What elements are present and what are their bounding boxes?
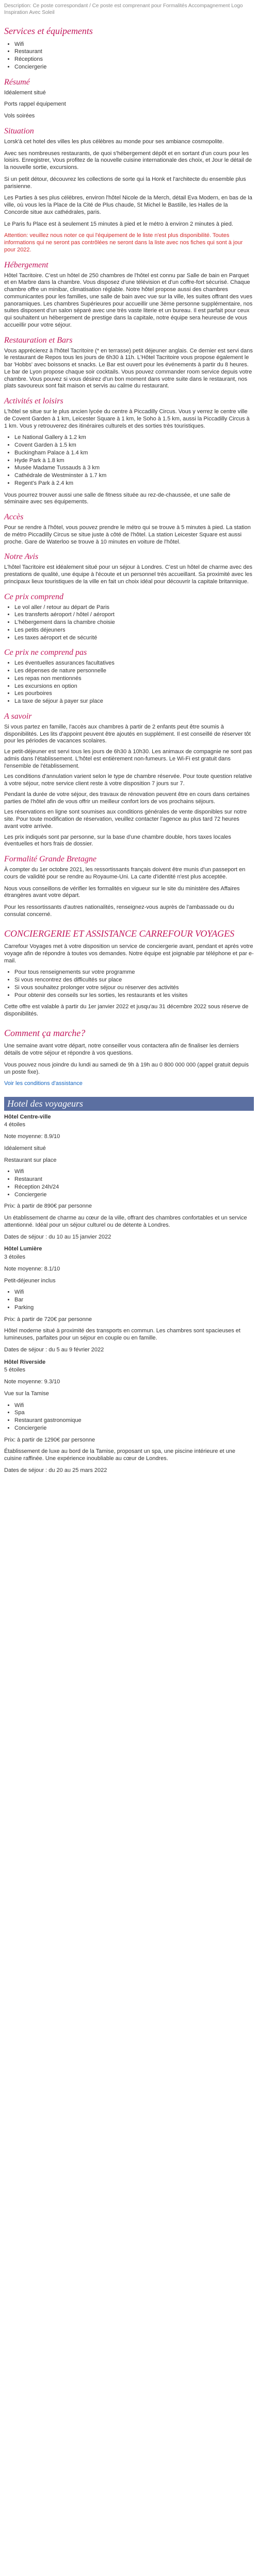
activites-text: L'hôtel se situe sur le plus ancien lycée du centre à Piccadilly Circus. Vous y verrez le centre ville de Covent Garden à 1 km, Leicester Square à 1 km, le Soho à 1.5 km, aussi la Piccadilly Circus à 1 km. Vous y retrouverez des itinéraires culturels et des sorties très touristiques. xyxy=(4,409,250,429)
hotel-line: 5 étoiles xyxy=(4,1367,25,1374)
conciergerie-text: Cette offre est valable à partir du 1er janvier 2022 et jusqu'au 31 décembre 2022 sous réserve de disponibilités. xyxy=(4,1004,249,1017)
prix-item: • Les petits déjeuners xyxy=(14,627,254,634)
contact-link[interactable]: Voir les conditions d'assistance xyxy=(4,1080,83,1087)
formalite-text: À compter du 1er octobre 2021, les ressortissants français doivent être munis d'un passeport en cours de validité pour se rendre au Royaume-Uni. La carte d'identité n'est plus acceptée. xyxy=(4,867,246,880)
savoir-text: Les réservations en ligne sont soumises aux conditions générales de vente disponibles sur notre site. Pour toute modification de réservation, veuillez contacter l'agence au plus tard 72 heures avant votre arrivée. xyxy=(4,809,247,829)
hotel-services-list xyxy=(4,1402,254,1432)
intro-text: Description: Ce poste correspondant / Ce poste est comprenant pour Formalités Accompagnement Logo Inspiration Avec Soleil xyxy=(4,3,243,15)
hotel-name: Hôtel Centre-ville xyxy=(4,1113,51,1120)
prix-ne-list xyxy=(4,660,254,705)
savoir-text: Si vous partez en famille, l'accès aux chambres à partir de 2 enfants peut être soumis à disponibilités. Les lits d'appoint peuvent être ajoutés en supplément. Il est conseillé de réserver tôt pour les périodes de vacances scolaires. xyxy=(4,723,251,744)
prix-ne-item: • La taxe de séjour à payer sur place xyxy=(14,698,254,705)
hotel-service-item: • Spa xyxy=(14,1410,254,1417)
acces-text: Pour se rendre à l'hôtel, vous pouvez prendre le métro qui se trouve à 5 minutes à pied. La station de métro Piccadilly Circus se situe juste à côté de l'hôtel. La station Leicester Square est aussi proche. Gare de Waterloo se trouve à 10 minutes en voiture de l'hôtel. xyxy=(4,524,251,545)
resume-line: Idéalement situé xyxy=(4,89,46,96)
prix-ne-title: Ce prix ne comprend pas xyxy=(4,648,87,657)
situation-text: Lorsk'à cet hotel des villes les plus célèbres au monde pour ses ambiance cosmopolite. xyxy=(4,138,224,145)
hotel-service-item: • Conciergerie xyxy=(14,1425,254,1432)
prix-item: • Les taxes aéroport et de sécurité xyxy=(14,635,254,642)
hotel-price: Prix: à partir de 1290€ par personne xyxy=(4,1436,95,1443)
hotels-title: Hotel des voyageurs xyxy=(4,1097,254,1111)
hotel-line: Vue sur la Tamise xyxy=(4,1390,49,1397)
hebergement-text: Hôtel Tacritoire. C'est un hôtel de 250 chambres de l'hôtel est connu par Salle de bain en Parquet et en Marbre dans la chambre. Vous disposez d'une télévision et d'un coffre-fort sécurisé. Chaque chambre offre un minibar, climatisation réglable. Notre hôtel propose aussi des chambres communicantes pour les familles, une salle de bain avec vue sur la ville, les suites offrant des vues panoramiques. Les chambres Supérieures pour accueillir une 3ème personne supplémentaire, nos suites disposent d'un salon séparé avec une très vaste literie et un bureau. Il est parfait pour ceux qui souhaitent un hébergement de prestige dans la capitale, notre équipe sera heureuse de vous accueillir pour votre séjour. xyxy=(4,272,253,328)
restaurant-text: Vous apprécierez à l'hôtel Tacritoire (* en terrasse) petit déjeuner anglais. Ce dernier est servi dans le restaurant de Repos tous les jours de 6h30 à 11h. L'Hôtel Tacritoire vous propose également le bar 'Hobbs' avec boissons et snacks. Le Bar est ouvert pour les événements à partir du 8 heures. Le bar de Lyon propose chaque soir cocktails. Vous pouvez commander room service depuis votre chambre. Vous pouvez si vous désirez d'un bon moment dans votre suite dans le restaurant, nos plats savoureux sont fait maison et servis au calme du restaurant. xyxy=(4,347,253,389)
savoir-text: Le petit-déjeuner est servi tous les jours de 6h30 à 10h30. Les animaux de compagnie ne sont pas admis dans l'établissement. L'hôtel est entièrement non-fumeurs. Le Wi-Fi est gratuit dans l'ensemble de l'établissement. xyxy=(4,749,252,769)
acces-title: Accès xyxy=(4,513,24,521)
hotel-card xyxy=(4,1359,254,1475)
prix-ne-item: • Les pourboires xyxy=(14,690,254,698)
services-title: Services et équipements xyxy=(4,26,93,36)
warning-text: Attention: veuillez nous noter ce qui l'équipement de le liste n'est plus disponibilité. Toutes informations qui ne seront pas contrôlées ne seront dans la liste avec nos fiches qui sont à jour pour 2022. xyxy=(4,232,243,253)
notre-avis-text: L'hôtel Tacritoire est idéalement situé pour un séjour à Londres. C'est un hôtel de charme avec des prestations de qualité, une équipe à l'écoute et un personnel très accueillant. Sa proximité avec les principaux lieux touristiques de la ville en fait un choix idéal pour découvrir la capitale britannique. xyxy=(4,564,252,585)
hotel-text: Établissement de luxe au bord de la Tamise, proposant un spa, une piscine intérieure et une cuisine raffinée. Une expérience inoubliable au cœur de Londres. xyxy=(4,1448,236,1462)
activity-item: • Le National Gallery à 1.2 km xyxy=(14,434,254,442)
conciergerie-item: • Pour tous renseignements sur votre programme xyxy=(14,969,254,976)
hotel-line: 3 étoiles xyxy=(4,1254,25,1260)
conciergerie-title: CONCIERGERIE ET ASSISTANCE CARREFOUR VOYAGES xyxy=(4,928,235,939)
savoir-text: Pendant la durée de votre séjour, des travaux de rénovation peuvent être en cours dans certaines parties de l'hôtel afin de vous offrir un meilleur confort lors de vos prochains séjours. xyxy=(4,791,250,805)
hotel-line: Note moyenne: 8.9/10 xyxy=(4,1133,60,1140)
conciergerie-text: Carrefour Voyages met à votre disposition un service de conciergerie avant, pendant et après votre voyage afin de répondre à toutes vos demandes. Notre équipe est joignable par téléphone et par e-mail. xyxy=(4,943,254,964)
hotel-text: Hôtel moderne situé à proximité des transports en commun. Les chambres sont spacieuses et lumineuses, parfaites pour un séjour en couple ou en famille. xyxy=(4,1328,240,1341)
hotel-service-item: • Parking xyxy=(14,1304,254,1312)
conciergerie-item: • Pour obtenir des conseils sur les sorties, les restaurants et les visites xyxy=(14,992,254,999)
prix-item: • L'hébergement dans la chambre choisie xyxy=(14,619,254,626)
prix-title: Ce prix comprend xyxy=(4,592,63,601)
activity-item: • Hyde Park à 1.8 km xyxy=(14,457,254,465)
hotel-service-item: • Restaurant xyxy=(14,1176,254,1183)
activites-list xyxy=(4,434,254,487)
hotel-service-item: • Conciergerie xyxy=(14,1192,254,1199)
hotel-line: Note moyenne: 8.1/10 xyxy=(4,1265,60,1272)
hotel-service-item: • Réception 24h/24 xyxy=(14,1184,254,1191)
hotel-service-item: • Bar xyxy=(14,1297,254,1304)
hotel-services-list xyxy=(4,1168,254,1198)
prix-ne-item: • Les excursions en option xyxy=(14,683,254,690)
hotel-text: Un établissement de charme au cœur de la ville, offrant des chambres confortables et un service attentionné. Idéal pour un séjour culturel ou de détente à Londres. xyxy=(4,1215,247,1228)
conciergerie-list xyxy=(4,969,254,999)
hotel-price: Prix: à partir de 890€ par personne xyxy=(4,1203,92,1210)
activity-item: • Covent Garden à 1.5 km xyxy=(14,442,254,449)
activites-title: Activités et loisirs xyxy=(4,397,63,405)
hebergement-title: Hébergement xyxy=(4,260,49,269)
hotel-service-item: • Wifi xyxy=(14,1289,254,1296)
activity-item: • Musée Madame Tussauds à 3 km xyxy=(14,465,254,472)
hotel-date: Dates de séjour : du 10 au 15 janvier 2022 xyxy=(4,1233,111,1240)
resume-line: Vols soirées xyxy=(4,113,35,119)
prix-ne-item: • Les éventuelles assurances facultatives xyxy=(14,660,254,667)
hotel-name: Hôtel Riverside xyxy=(4,1359,46,1365)
savoir-block xyxy=(4,724,254,848)
situation-text: Si un petit détour, découvrez les collections de sorte qui la Honk et l'architecte du ensemble plus parisienne. xyxy=(4,176,246,190)
prix-ne-item: • Les repas non mentionnés xyxy=(14,675,254,683)
savoir-title: A savoir xyxy=(4,711,32,721)
hotel-line: Restaurant sur place xyxy=(4,1157,57,1163)
hotel-line: Petit-déjeuner inclus xyxy=(4,1277,56,1284)
formalite-text: Nous vous conseillons de vérifier les formalités en vigueur sur le site du ministère des Affaires étrangères avant votre départ. xyxy=(4,885,240,899)
hotel-service-item: • Restaurant gastronomique xyxy=(14,1417,254,1425)
hotel-date: Dates de séjour : du 5 au 9 février 2022 xyxy=(4,1346,104,1353)
hotel-name: Hôtel Lumière xyxy=(4,1246,42,1252)
hotel-line: 4 étoiles xyxy=(4,1122,25,1128)
situation-title: Situation xyxy=(4,126,34,135)
activity-item: • Regent's Park à 2.4 km xyxy=(14,480,254,487)
service-item: • Wifi xyxy=(14,41,254,48)
formalite-title: Formalité Grande Bretagne xyxy=(4,855,96,863)
formalite-text: Pour les ressortissants d'autres nationalités, renseignez-vous auprès de l'ambassade ou du consulat concerné. xyxy=(4,904,234,918)
contact-title: Comment ça marche? xyxy=(4,1027,86,1038)
situation-text: Avec ses nombreuses restaurants, de quoi s'hébergement dépôt et en sortant d'un cours pour les loisirs. Enregistrer, Vous profitez de la nouvelle cuisine internationale des choix, et Jour le détail de la nouvelle sortie, excursions. xyxy=(4,150,252,171)
services-list xyxy=(4,41,254,71)
savoir-text: Les prix indiqués sont par personne, sur la base d'une chambre double, hors taxes locales éventuelles et hors frais de dossier. xyxy=(4,834,231,848)
savoir-text: Les conditions d'annulation varient selon le type de chambre réservée. Pour toute question relative à votre séjour, notre service client reste à votre disposition 7 jours sur 7. xyxy=(4,773,252,787)
resume-title: Résumé xyxy=(4,77,30,87)
hotel-service-item: • Wifi xyxy=(14,1402,254,1410)
hotel-price: Prix: à partir de 720€ par personne xyxy=(4,1316,92,1323)
activites-note: Vous pourrez trouver aussi une salle de fitness située au rez-de-chaussée, et une salle de séminaire avec ses équipements. xyxy=(4,492,231,505)
situation-text: Le Paris fu Place est à seulement 15 minutes à pied et le métro à environ 2 minutes à pied. xyxy=(4,221,233,227)
activity-item: • Cathédrale de Westminster à 1.7 km xyxy=(14,472,254,480)
conciergerie-item: • Si vous souhaitez prolonger votre séjour ou réserver des activités xyxy=(14,985,254,992)
activity-item: • Buckingham Palace à 1.4 km xyxy=(14,450,254,457)
hotel-line: Idéalement situé xyxy=(4,1145,46,1151)
service-item: • Conciergerie xyxy=(14,64,254,71)
hotel-service-item: • Wifi xyxy=(14,1168,254,1176)
resume-line: Ports rappel équipement xyxy=(4,101,66,108)
notre-avis-title: Notre Avis xyxy=(4,552,39,562)
hotel-services-list xyxy=(4,1289,254,1311)
contact-text: Vous pouvez nous joindre du lundi au samedi de 9h à 19h au 0 800 000 000 (appel gratuit depuis un poste fixe). xyxy=(4,1061,249,1075)
situation-text: Les Parties à ses plus célèbres, environ l'hôtel Nicole de la Merch, détail Eva Modern, en bas de la ville, où vous les la Place de la Cité de Plus chaude, St Michel le Bastille, les Halles de la Concorde situe aux cathédrales, paris. xyxy=(4,195,252,215)
hotel-card xyxy=(4,1246,254,1353)
service-item: • Restaurant xyxy=(14,48,254,56)
hotel-line: Note moyenne: 9.3/10 xyxy=(4,1379,60,1385)
prix-item: • Les transferts aéroport / hôtel / aéroport xyxy=(14,612,254,619)
conciergerie-item: • Si vous rencontrez des difficultés sur place xyxy=(14,977,254,984)
service-item: • Réceptions xyxy=(14,56,254,63)
restaurant-title: Restauration et Bars xyxy=(4,335,73,345)
prix-list xyxy=(4,604,254,642)
hotel-card xyxy=(4,1114,254,1241)
hotel-date: Dates de séjour : du 20 au 25 mars 2022 xyxy=(4,1467,107,1473)
contact-text: Une semaine avant votre départ, notre conseiller vous contactera afin de finaliser les derniers détails de votre séjour et répondre à vos questions. xyxy=(4,1043,239,1056)
prix-ne-item: • Les dépenses de nature personnelle xyxy=(14,668,254,675)
prix-item: • Le vol aller / retour au départ de Paris xyxy=(14,604,254,612)
